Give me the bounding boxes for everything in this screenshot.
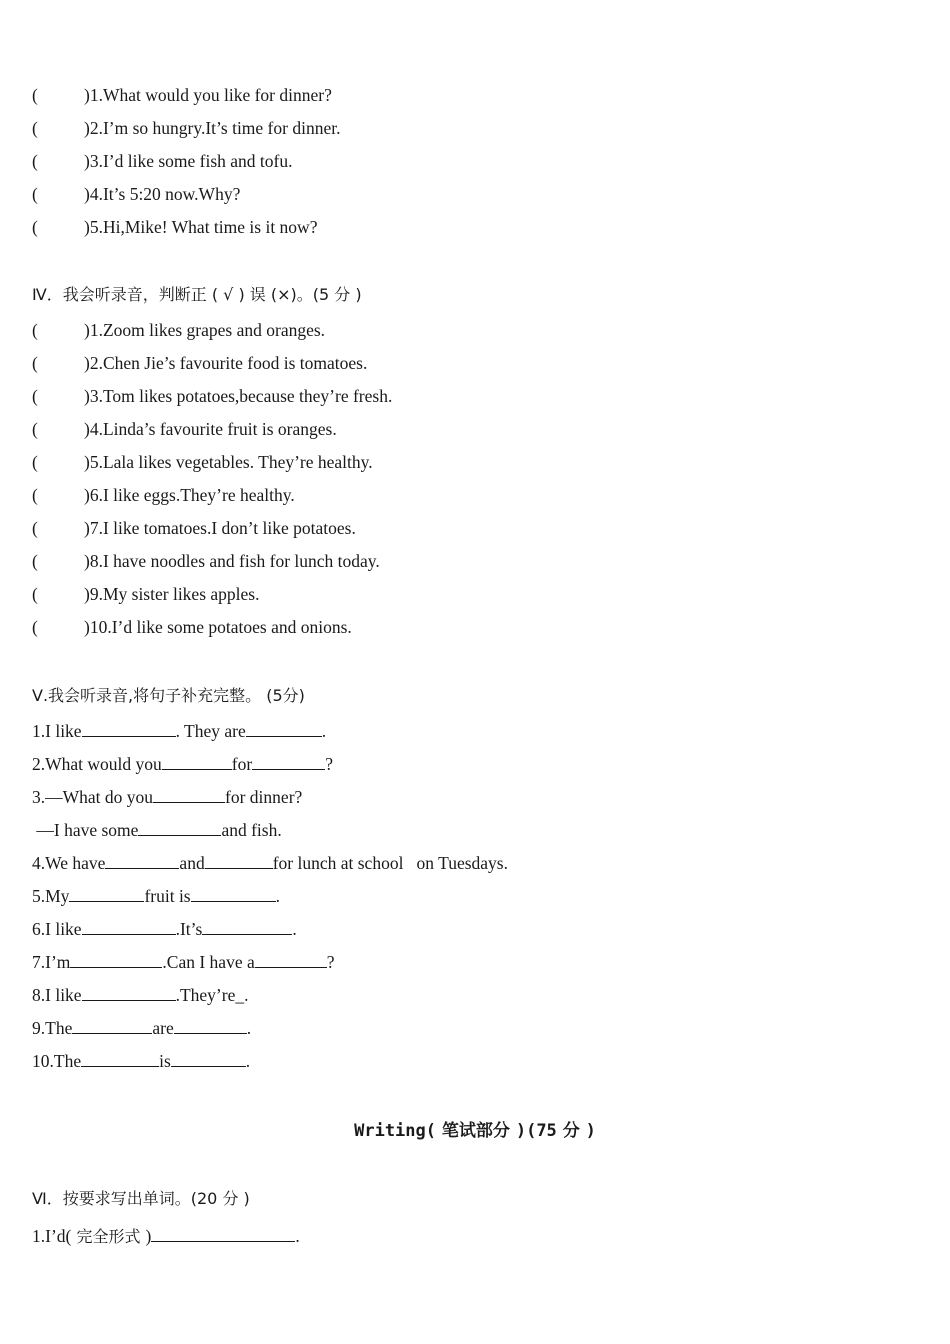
heading-text: Ⅴ.我会听录音,将句子补充完整。 (5分) — [32, 686, 305, 705]
section5-q2 — [32, 753, 333, 775]
answer-blank[interactable] — [252, 753, 325, 770]
section6-heading — [32, 1187, 250, 1210]
answer-paren: ( — [32, 353, 38, 373]
title-part: 分 — [556, 1121, 586, 1141]
q-text: for — [231, 754, 253, 774]
answer-blank[interactable] — [171, 1050, 246, 1067]
section4-item-4 — [32, 418, 337, 440]
q-text: ? — [326, 952, 335, 972]
item-text: )9.My sister likes apples. — [84, 584, 260, 604]
writing-section-title — [0, 1116, 950, 1141]
item-text: )8.I have noodles and fish for lunch today. — [84, 551, 380, 571]
q-text: 4.We have — [32, 853, 106, 873]
section3-item-1 — [32, 84, 332, 106]
answer-blank[interactable] — [153, 786, 225, 803]
answer-blank[interactable] — [174, 1017, 247, 1034]
answer-paren: ( — [32, 217, 38, 237]
section4-item-7 — [32, 517, 356, 539]
answer-paren: ( — [32, 85, 38, 105]
q-text: 1.I like — [32, 721, 82, 741]
answer-paren: ( — [32, 551, 38, 571]
title-part: 笔试部分 — [436, 1121, 516, 1141]
q-text: fruit is — [144, 886, 191, 906]
q-text: . — [295, 1226, 300, 1246]
q-text: 9.The — [32, 1018, 73, 1038]
item-text: )3.Tom likes potatoes,because they’re fresh. — [84, 386, 393, 406]
section5-q10 — [32, 1050, 250, 1072]
title-part: Writing( — [354, 1121, 436, 1141]
item-text: )1.What would you like for dinner? — [84, 85, 332, 105]
section4-item-3 — [32, 385, 392, 407]
answer-paren: ( — [32, 518, 38, 538]
answer-blank[interactable] — [82, 918, 176, 935]
item-text: )5.Hi,Mike! What time is it now? — [84, 217, 318, 237]
answer-blank[interactable] — [151, 1225, 295, 1242]
answer-blank[interactable] — [82, 720, 176, 737]
answer-paren: ( — [32, 184, 38, 204]
q-text: 完全形式 — [71, 1227, 146, 1246]
q-text: ) — [145, 1226, 152, 1246]
section5-q3-response — [32, 819, 282, 841]
item-text: )2.Chen Jie’s favourite food is tomatoes. — [84, 353, 368, 373]
section5-q5 — [32, 885, 280, 907]
item-text: )1.Zoom likes grapes and oranges. — [84, 320, 326, 340]
item-text: )2.I’m so hungry.It’s time for dinner. — [84, 118, 341, 138]
answer-paren: ( — [32, 151, 38, 171]
q-text: 2.What would you — [32, 754, 162, 774]
section6-q1 — [32, 1225, 300, 1248]
q-text: .They’re_. — [175, 985, 249, 1005]
section4-item-5 — [32, 451, 373, 473]
section4-item-9 — [32, 583, 259, 605]
section5-q3 — [32, 786, 302, 808]
item-text: )3.I’d like some fish and tofu. — [84, 151, 293, 171]
q-text: . — [292, 919, 297, 939]
section5-q4 — [32, 852, 508, 874]
section5-q6 — [32, 918, 297, 940]
q-text: .It’s — [175, 919, 203, 939]
section5-q8 — [32, 984, 248, 1006]
answer-paren: ( — [32, 386, 38, 406]
q-text: 7.I’m — [32, 952, 71, 972]
section3-item-4 — [32, 183, 240, 205]
item-text: )4.Linda’s favourite fruit is oranges. — [84, 419, 337, 439]
answer-blank[interactable] — [191, 885, 276, 902]
section4-item-10 — [32, 616, 352, 638]
q-text: are — [152, 1018, 174, 1038]
answer-blank[interactable] — [246, 720, 322, 737]
section4-item-8 — [32, 550, 380, 572]
q-text: and fish. — [221, 820, 282, 840]
q-text: 6.I like — [32, 919, 82, 939]
section3-item-5 — [32, 216, 317, 238]
q-text: 8.I like — [32, 985, 82, 1005]
heading-text: Ⅳ．我会听录音，判断正 ( √ ) 误 (×)。(5 分 ) — [32, 285, 362, 304]
answer-blank[interactable] — [82, 984, 176, 1001]
heading-text: Ⅵ．按要求写出单词。(20 分 ) — [32, 1189, 250, 1208]
answer-blank[interactable] — [69, 885, 144, 902]
item-text: )4.It’s 5:20 now.Why? — [84, 184, 241, 204]
item-text: )10.I’d like some potatoes and onions. — [84, 617, 352, 637]
q-text: —I have some — [32, 820, 139, 840]
q-text: and — [179, 853, 205, 873]
answer-blank[interactable] — [162, 753, 232, 770]
section5-q1 — [32, 720, 326, 742]
answer-paren: ( — [32, 485, 38, 505]
q-text: 5.My — [32, 886, 70, 906]
answer-blank[interactable] — [202, 918, 292, 935]
q-text: is — [159, 1051, 171, 1071]
answer-blank[interactable] — [72, 1017, 152, 1034]
q-text: . — [321, 721, 327, 741]
section3-item-3 — [32, 150, 293, 172]
q-text: .Can I have a — [162, 952, 255, 972]
section5-heading — [32, 684, 305, 707]
answer-blank[interactable] — [205, 852, 273, 869]
q-text: 3.—What do you — [32, 787, 154, 807]
q-text: . — [245, 1051, 251, 1071]
q-text: . — [275, 886, 280, 906]
item-text: )6.I like eggs.They’re healthy. — [84, 485, 295, 505]
item-text: )5.Lala likes vegetables. They’re healthy. — [84, 452, 373, 472]
section4-heading — [32, 283, 362, 306]
q-text: for lunch at school on Tuesdays. — [272, 853, 508, 873]
item-text: )7.I like tomatoes.I don’t like potatoes. — [84, 518, 356, 538]
q-text: . — [246, 1018, 252, 1038]
title-part: ) — [585, 1121, 596, 1141]
q-text: ? — [325, 754, 333, 774]
section5-q7 — [32, 951, 335, 973]
answer-paren: ( — [32, 584, 38, 604]
answer-paren: ( — [32, 118, 38, 138]
q-text: for dinner? — [225, 787, 303, 807]
answer-blank[interactable] — [70, 951, 162, 968]
answer-blank[interactable] — [81, 1050, 159, 1067]
answer-paren: ( — [32, 452, 38, 472]
q-text: 10.The — [32, 1051, 82, 1071]
answer-paren: ( — [32, 419, 38, 439]
answer-blank[interactable] — [138, 819, 221, 836]
q-text: 1.I’d( — [32, 1226, 72, 1246]
section4-item-1 — [32, 319, 325, 341]
section5-q9 — [32, 1017, 251, 1039]
section4-item-6 — [32, 484, 295, 506]
answer-paren: ( — [32, 617, 38, 637]
answer-paren: ( — [32, 320, 38, 340]
section3-item-2 — [32, 117, 340, 139]
q-text: . They are — [175, 721, 246, 741]
title-part: )(75 — [515, 1121, 557, 1141]
answer-blank[interactable] — [105, 852, 179, 869]
answer-blank[interactable] — [255, 951, 327, 968]
section4-item-2 — [32, 352, 367, 374]
